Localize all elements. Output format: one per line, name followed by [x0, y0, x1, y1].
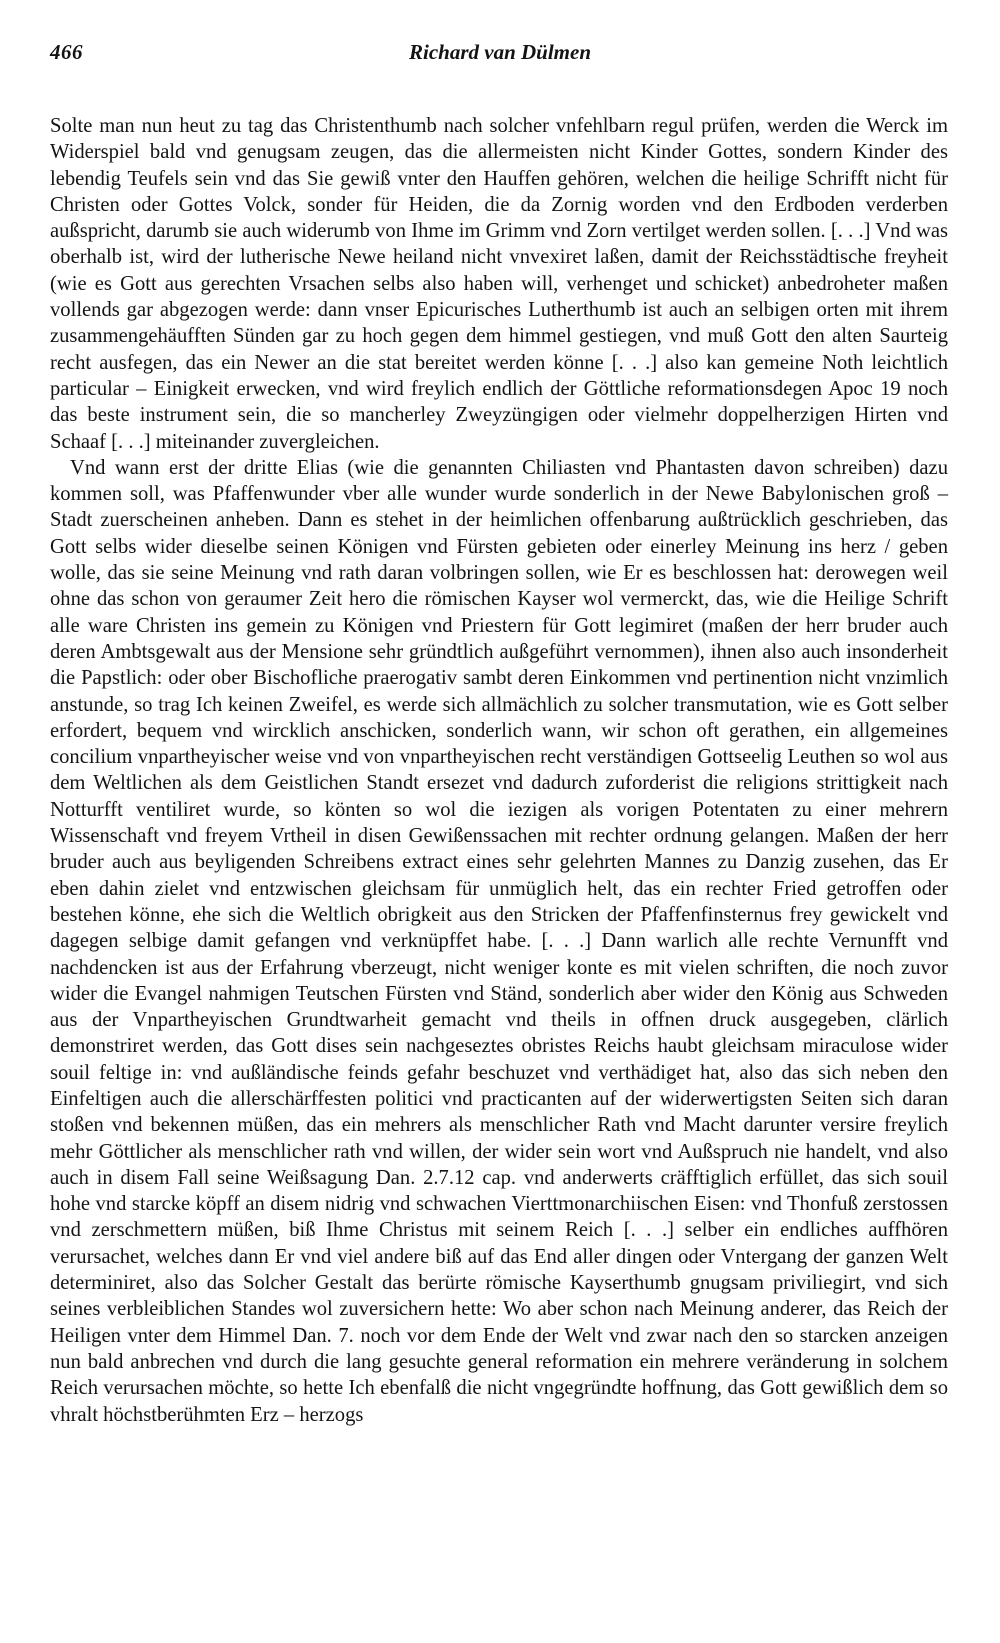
page-header [50, 40, 950, 74]
body-text [50, 113, 948, 1428]
page-number: 466 [50, 40, 83, 64]
paragraph-2: Vnd wann erst der dritte Elias (wie die genannten Chiliasten vnd Phantasten davon schreiben) dazu kommen soll, was Pfaffenwunder vber alle wunder wurde sonderlich in der Newe Babylonischen groß – Stadt zuerscheinen anheben. Dann es stehet in der heimlichen offenbarung außtrücklich geschrieben, das Gott selbs wider dieselbe seinen Königen vnd Fürsten gebieten oder einerley Meinung ins herz / geben wolle, das sie seine Meinung vnd rath daran volbringen sollen, wie Er es beschlossen hat: derowegen weil ohne das schon von geraumer Zeit hero die römischen Kayser wol vermerckt, das, wie die Heilige Schrift alle ware Christen ins gemein zu Königen vnd Priestern für Gott legimiret (maßen der herr bruder auch deren Ambtsgewalt aus der Mensione sehr gründtlich außgeführt vernommen), ihnen also auch insonderheit die Papstlich: oder ober Bischofliche praerogativ sambt deren Einkommen vnd pertinention nicht vnzimlich anstunde, so trag Ich keinen Zweifel, es werde sich allmächlich zu solcher transmutation, wie es Gott selber erfordert, bequem vnd wircklich anschicken, sonderlich wann, wir schon oft gerathen, ein allgemeines concilium vnpartheyischer weise vnd von vnpartheyischen recht verständigen Gottseelig Leuthen so wol aus dem Weltlichen als dem Geistlichen Standt ersezet vnd dadurch zuforderist die religions strittigkeit nach Notturfft ventiliret wurde, so könten so wol die iezigen als vorigen Potentaten zu einer mehrern Wissenschaft vnd freyem Vrtheil in disen Gewißenssachen mit rechter ordnung gelangen. Maßen der herr bruder auch aus beyligenden Schreibens extract eines sehr gelehrten Mannes zu Danzig zusehen, das Er eben dahin zielet vnd entzwischen gleichsam für unmüglich helt, das ein rechter Fried getroffen oder bestehen könne, ehe sich die Weltlich obrigkeit aus den Stricken der Pfaffenfinsternus frey gewickelt vnd dagegen selbige damit gefangen vnd verknüpffet habe. [. . .] Dann warlich alle rechte Vernunfft vnd nachdencken ist aus der Erfahrung vberzeugt, nicht weniger konte es mit vielen schriften, die noch zuvor wider die Evangel nahmigen Teutschen Fürsten vnd Ständ, sonderlich aber wider den König aus Schweden aus der Vnpartheyischen Grundtwarheit gemacht vnd theils in offnen druck ausgegeben, clärlich demonstriret werden, das Gott dises sein nachgeseztes obristes Reichs haubt gleichsam miraculose wider souil feltige in: vnd außländische feinds gefahr beschuzet vnd verthädiget hat, also das sich neben den Einfeltigen auch die allerschärffesten politici vnd practicanten auf der widerwertigsten Seiten sich daran stoßen vnd bekennen müßen, das ein mehrers als menschlicher Rath vnd Macht darunter versire freylich mehr Göttlicher als menschlicher rath vnd willen, der wider sein wort vnd Außspruch nie handelt, vnd also auch in disem Fall seine Weißsagung Dan. 2.7.12 cap. vnd anderwerts cräfftiglich erfüllet, das sich souil hohe vnd starcke köpff an disem nidrig vnd schwachen Vierttmonarchiischen Eisen: vnd Thonfuß zerstossen vnd zerschmettern müßen, biß Ihme Christus mit seinem Reich [. . .] selber ein endliches auffhören verursachet, welches dann Er vnd viel andere biß auf das End aller dingen oder Vntergang der ganzen Welt determiniret, also das Solcher Gestalt das berürte römische Kayserthumb gnugsam priviliegirt, vnd sich seines verbleiblichen Standes wol zuversichern hette: Wo aber schon nach Meinung anderer, das Reich der Heiligen vnter dem Himmel Dan. 7. noch vor dem Ende der Welt vnd zwar nach den so starcken anzeigen nun bald anbrechen vnd durch die lang gesuchte general reformation ein mehrere veränderung in solchem Reich verursachen möchte, so hette Ich ebenfalß die nicht vngegründte hoffnung, das Gott gewißlich dem so vhralt höchstberühmten Erz – herzogs [50, 456, 948, 1426]
running-head: Richard van Dülmen [408, 40, 592, 64]
paragraph-1: Solte man nun heut zu tag das Christenthumb nach solcher vnfehlbarn regul prüfen, werden die Werck im Widerspiel bald vnd genugsam zeugen, das die allermeisten nicht Kinder Gottes, sondern Kinder des lebendig Teufels sein vnd das Sie gewiß vnter den Hauffen gehören, welchen die heilige Schrifft nicht für Christen oder Gottes Volck, sonder für Heiden, die da Zornig worden vnd den Erdboden verderben außspricht, darumb sie auch widerumb von Ihme im Grimm vnd Zorn vertilget werden sollen. [. . .] Vnd was oberhalb ist, wird der lutherische Newe heiland nicht vnvexiret laßen, damit der Reichsstädtische freyheit (wie es Gott aus gerechten Vrsachen selbs also haben will, verhenget und schicket) anbedroheter maßen vollends gar abgezogen werde: dann vnser Epicurisches Lutherthumb ist auch an selbigen orten mit ihrem zusammengehäufften Sünden gar zu hoch gegen dem himmel gestiegen, vnd muß Gott den alten Saurteig recht ausfegen, das ein Newer an die stat bereitet werden könne [. . .] also kan gemeine Noth leichtlich particular – Einigkeit erwecken, vnd wird freylich endlich der Göttliche reformationsdegen Apoc 19 noch das beste instrument sein, die so mancherley Zweyzüngigen oder vielmehr doppelherzigen Hirten vnd Schaaf [. . .] miteinander zuvergleichen. [50, 115, 948, 453]
